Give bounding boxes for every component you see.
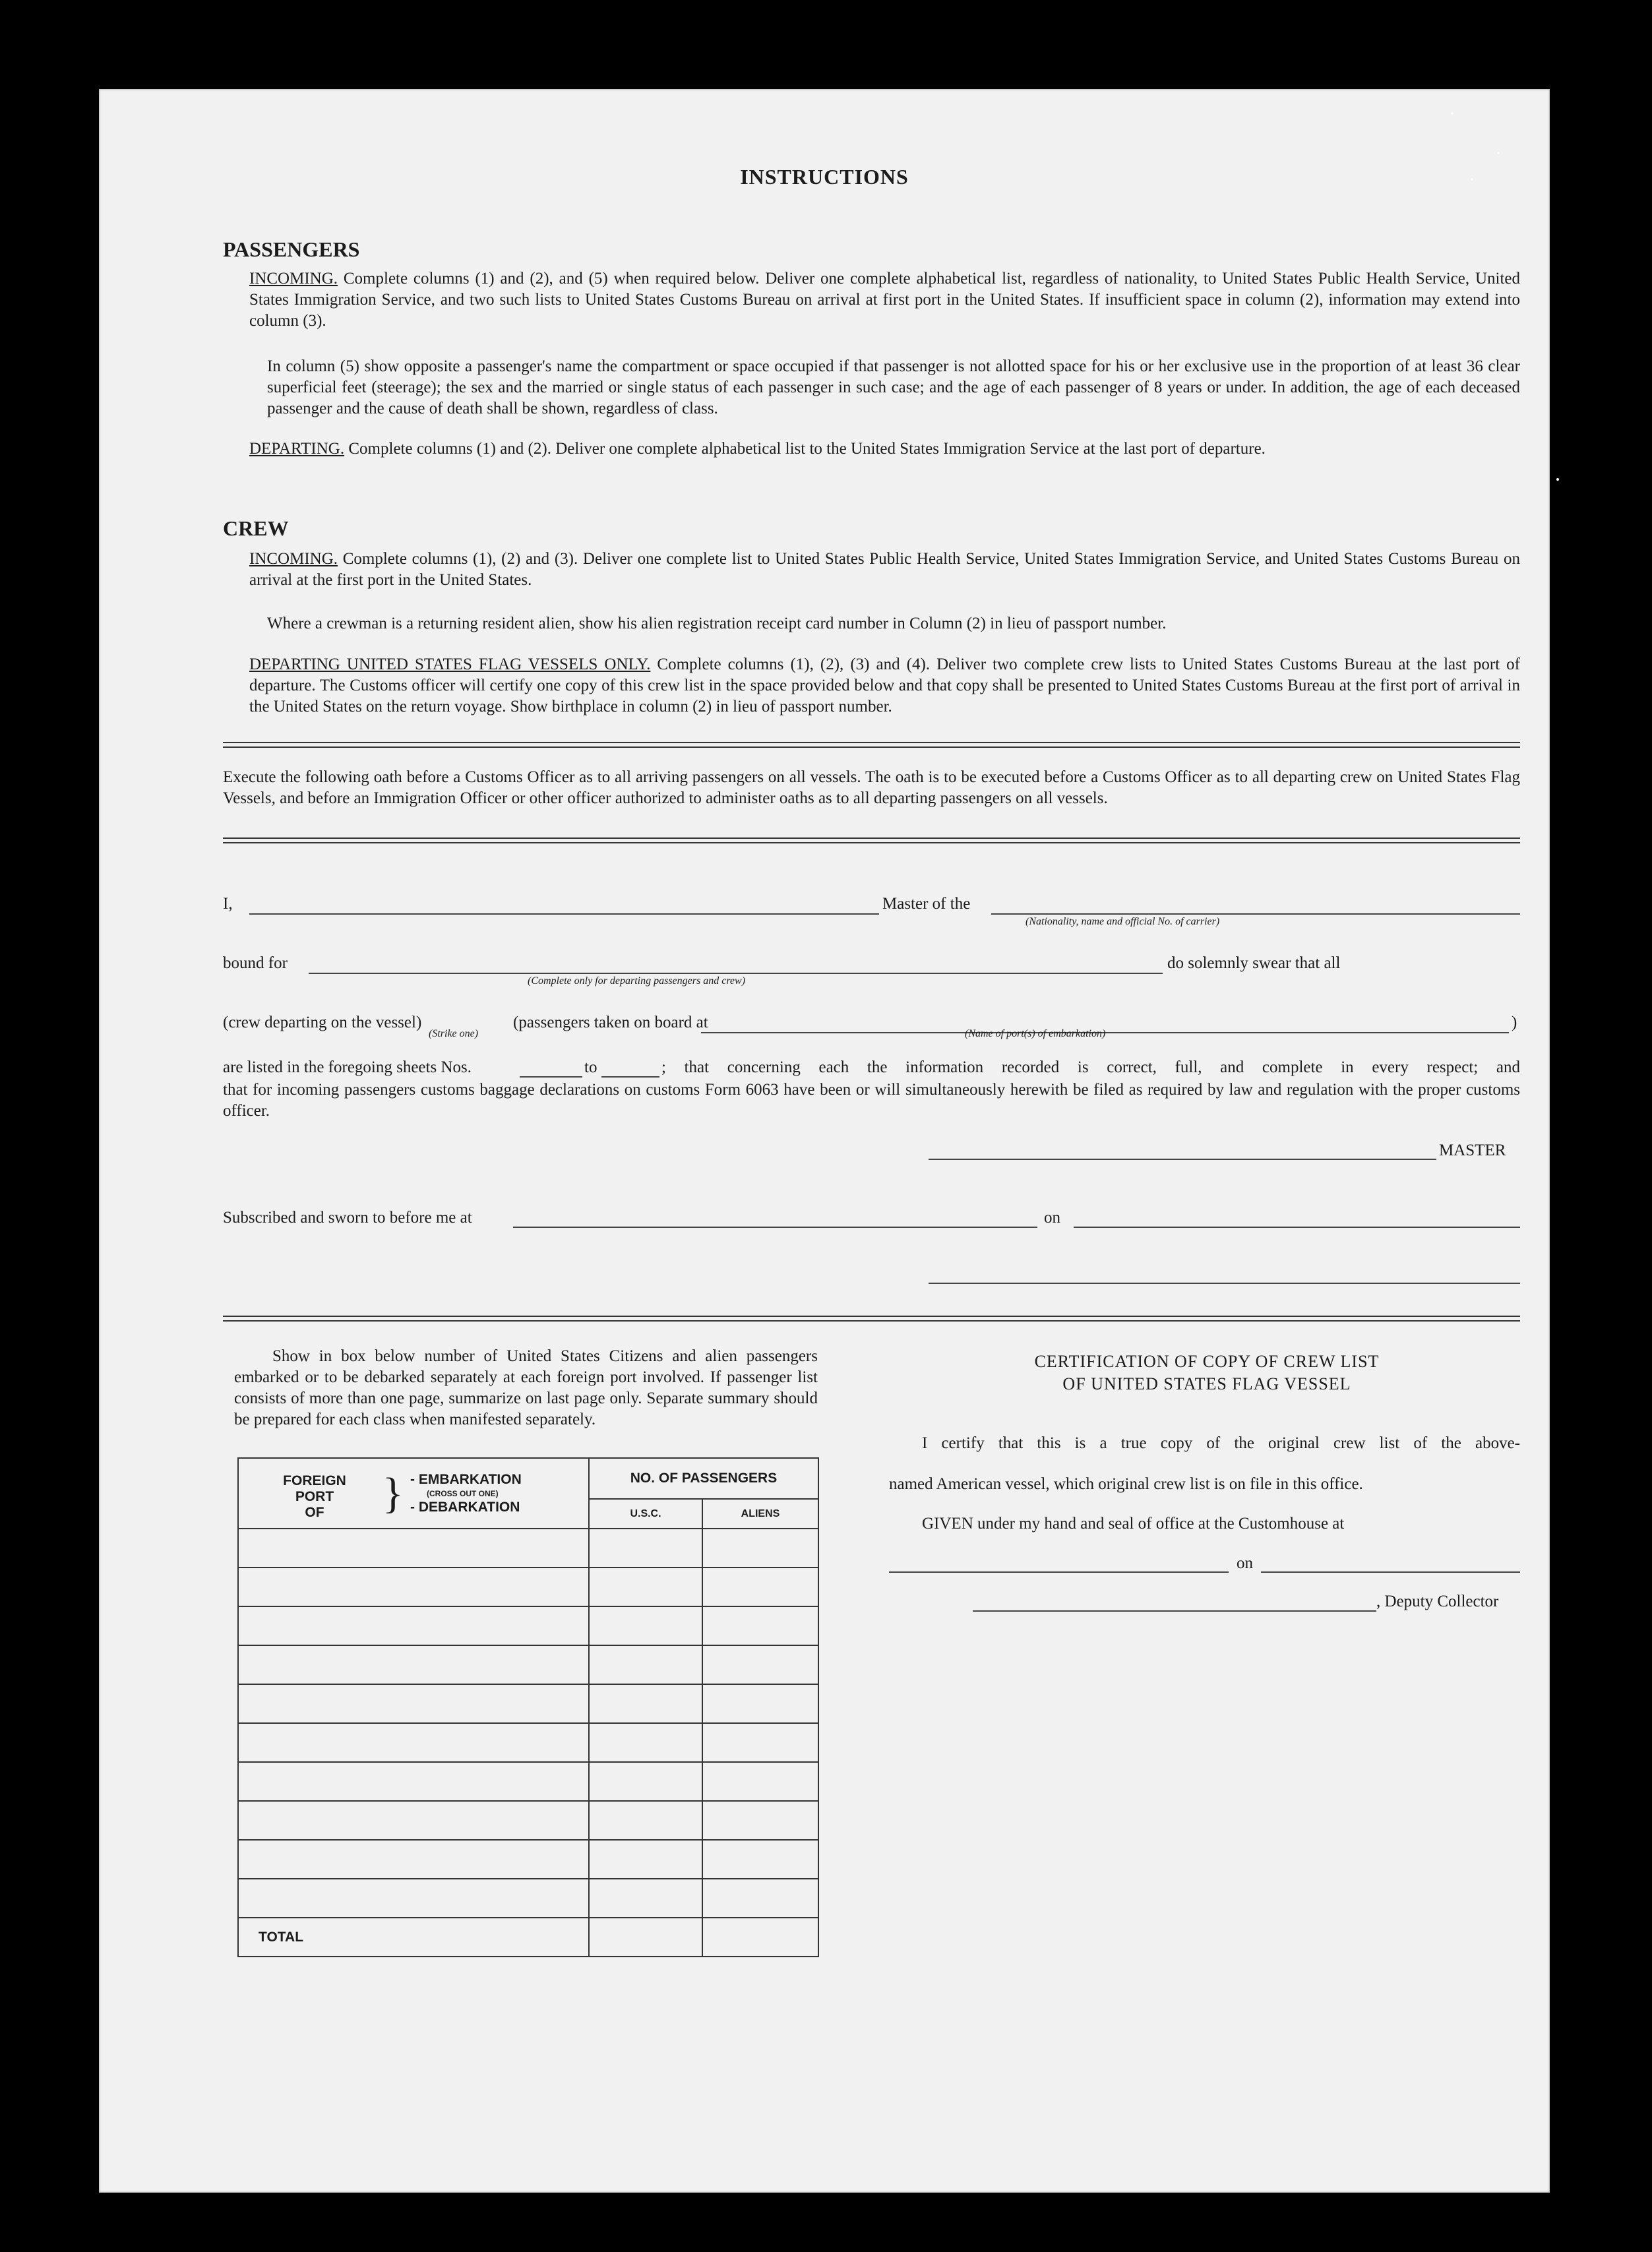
port-cell[interactable] [238, 1801, 589, 1840]
carrier-hint: (Nationality, name and official No. of carrier) [1025, 916, 1220, 927]
aliens-cell[interactable] [702, 1879, 818, 1918]
scan-speck [1497, 152, 1500, 154]
port-hint: (Name of port(s) of embarkation) [965, 1028, 1106, 1039]
deputy-collector-label: , Deputy Collector [1376, 1593, 1499, 1610]
certification-title-line2: OF UNITED STATES FLAG VESSEL [1062, 1374, 1351, 1393]
table-row [238, 1879, 818, 1918]
table-row [238, 1801, 818, 1840]
usc-cell[interactable] [589, 1567, 702, 1606]
oath-bound-for-label: bound for [223, 954, 288, 972]
embarkation-option[interactable]: - EMBARKATION [410, 1472, 522, 1487]
oath-intro: Execute the following oath before a Customs Officer as to all arriving passengers on all vessels. The oath is to be executed before a Customs Officer as to all departing crew on United States Flag Vessels, and before an Immigration Officer or other officer authorized to administer oaths as to all departing passengers on all vessels. [223, 768, 1520, 807]
oath-swear-label: do solemnly swear that all [1167, 954, 1341, 972]
passengers-column5-paragraph: In column (5) show opposite a passenger's name the compartment or space occupied if that passenger is not allotted space for his or her exclusive use in the proportion of at least 36 clear superficial feet (steerage); the sex and the married or single status of each passenger in such case; and the age of each passenger of 8 years or under. In addition, the age of each deceased passenger and the cause of death shall be shown, regardless of class. [267, 357, 1520, 417]
certification-title [890, 1351, 1523, 1395]
given-line: GIVEN under my hand and seal of office at the Customhouse at [922, 1515, 1345, 1533]
scan-speck [1471, 178, 1473, 181]
carrier-field[interactable] [991, 913, 1520, 915]
crew-heading: CREW [223, 516, 289, 540]
port-cell[interactable] [238, 1723, 589, 1762]
port-cell[interactable] [238, 1879, 589, 1918]
table-row [238, 1567, 818, 1606]
usc-cell[interactable] [589, 1879, 702, 1918]
table-row [238, 1840, 818, 1879]
sworn-on-label: on [1044, 1209, 1060, 1227]
bound-for-hint: (Complete only for departing passengers and crew) [528, 975, 746, 987]
listed-label-b: ; that concerning each the information recorded is correct, full, and complete in every respect; and [661, 1058, 1520, 1076]
aliens-header: ALIENS [702, 1499, 818, 1529]
passengers-heading: PASSENGERS [223, 237, 360, 261]
page-title: INSTRUCTIONS [740, 165, 909, 189]
usc-cell[interactable] [589, 1684, 702, 1723]
close-paren: ) [1512, 1014, 1517, 1031]
bound-for-field[interactable] [309, 973, 1163, 974]
brace-icon: } [382, 1469, 404, 1517]
sworn-place-field[interactable] [513, 1227, 1037, 1228]
foreign-label: FOREIGN [283, 1473, 346, 1488]
no-of-passengers-header: NO. OF PASSENGERS [589, 1458, 818, 1499]
aliens-cell[interactable] [702, 1762, 818, 1801]
listed-label-a: are listed in the foregoing sheets Nos. [223, 1058, 472, 1076]
master-label: MASTER [1439, 1141, 1506, 1159]
table-row [238, 1645, 818, 1684]
aliens-cell[interactable] [702, 1645, 818, 1684]
subscribed-label: Subscribed and sworn to before me at [223, 1209, 472, 1227]
port-cell[interactable] [238, 1529, 589, 1567]
crew-incoming-lead: INCOMING. [249, 550, 338, 568]
oath-i-label: I, [223, 895, 233, 913]
certification-date-field[interactable] [1261, 1571, 1520, 1573]
of-label: OF [305, 1505, 324, 1520]
cross-out-hint: (CROSS OUT ONE) [427, 1489, 499, 1498]
table-row [238, 1762, 818, 1801]
passengers-incoming-paragraph [249, 268, 1520, 332]
oath-master-of-label: Master of the [882, 895, 971, 913]
passengers-departing-lead: DEPARTING. [249, 440, 345, 458]
crew-departing-lead: DEPARTING UNITED STATES FLAG VESSELS ONLY. [249, 655, 651, 673]
listed-label-c: that for incoming passengers customs baggage declarations on customs Form 6063 have been or will simultaneously herewith be filed as required by law and regulation with the proper customs officer. [223, 1081, 1520, 1120]
port-cell[interactable] [238, 1684, 589, 1723]
scan-speck [1556, 478, 1559, 481]
passengers-departing-paragraph [249, 439, 1520, 460]
certify-line1: I certify that this is a true copy of the original crew list of the above- [922, 1434, 1520, 1452]
usc-cell[interactable] [589, 1529, 702, 1567]
usc-header: U.S.C. [589, 1499, 702, 1529]
crew-departing-text: Complete columns (1), (2), (3) and (4). Deliver two complete crew lists to United States Customs Bureau at the last port of departure. The Customs officer will certify one copy of this crew list in the space provided below and that copy shall be presented to United States Customs Bureau at the first port of arrival in the United States on the return voyage. Show birthplace in column (2) in lieu of passport number. [249, 655, 1520, 715]
debarkation-option[interactable]: - DEBARKATION [410, 1500, 520, 1515]
strike-one-hint: (Strike one) [429, 1028, 479, 1039]
aliens-cell[interactable] [702, 1567, 818, 1606]
form-page [99, 89, 1550, 2193]
usc-cell[interactable] [589, 1840, 702, 1879]
crew-departing-paragraph [249, 654, 1520, 717]
customhouse-place-field[interactable] [889, 1571, 1229, 1573]
passengers-taken-option[interactable]: (passengers taken on board at [513, 1014, 708, 1031]
port-cell[interactable] [238, 1762, 589, 1801]
crew-incoming-text: Complete columns (1), (2) and (3). Deliver one complete list to United States Public Health Service, United States Immigration Service, and United States Customs Bureau on arrival at the first port in the United States. [249, 550, 1520, 589]
master-signature-field[interactable] [929, 1159, 1436, 1160]
sworn-date-field[interactable] [1074, 1227, 1520, 1228]
port-cell[interactable] [238, 1645, 589, 1684]
usc-cell[interactable] [589, 1801, 702, 1840]
deputy-signature-field[interactable] [973, 1610, 1376, 1612]
foreign-port-header [238, 1458, 589, 1529]
aliens-cell[interactable] [702, 1801, 818, 1840]
listed-label-to: to [584, 1058, 597, 1076]
table-row [238, 1606, 818, 1645]
port-label: PORT [295, 1489, 334, 1504]
usc-cell[interactable] [589, 1606, 702, 1645]
divider-double [223, 837, 1520, 843]
sheet-from-field[interactable] [520, 1076, 582, 1078]
aliens-cell[interactable] [702, 1529, 818, 1567]
crew-alien-paragraph: Where a crewman is a returning resident alien, show his alien registration receipt card number in Column (2) in lieu of passport number. [267, 615, 1167, 632]
total-usc-cell[interactable] [589, 1918, 702, 1957]
port-cell[interactable] [238, 1840, 589, 1879]
aliens-cell[interactable] [702, 1684, 818, 1723]
certification-title-line1: CERTIFICATION OF COPY OF CREW LIST [1034, 1352, 1380, 1371]
certification-on-label: on [1237, 1554, 1253, 1572]
table-row [238, 1529, 818, 1567]
total-row [238, 1918, 818, 1957]
crew-departing-option[interactable]: (crew departing on the vessel) [223, 1014, 422, 1031]
passengers-incoming-lead: INCOMING. [249, 270, 338, 288]
table-row [238, 1723, 818, 1762]
usc-cell[interactable] [589, 1723, 702, 1762]
passenger-summary-table [237, 1457, 819, 1957]
scan-speck [1451, 112, 1453, 115]
total-label: TOTAL [238, 1918, 589, 1957]
port-cell[interactable] [238, 1567, 589, 1606]
sheet-to-field[interactable] [601, 1076, 659, 1078]
port-cell[interactable] [238, 1606, 589, 1645]
master-name-field[interactable] [249, 913, 879, 915]
passengers-departing-text: Complete columns (1) and (2). Deliver one complete alphabetical list to the United States Immigration Service at the last port of departure. [344, 440, 1266, 458]
divider-double [223, 1316, 1520, 1322]
table-row [238, 1684, 818, 1723]
aliens-cell[interactable] [702, 1723, 818, 1762]
summary-instructions: Show in box below number of United States Citizens and alien passengers embarked or to be debarked separately at each foreign port involved. If passenger list consists of more than one page, summarize on last page only. Separate summary should be prepared for each class when manifested separately. [234, 1347, 818, 1428]
aliens-cell[interactable] [702, 1606, 818, 1645]
crew-incoming-paragraph [249, 549, 1520, 591]
usc-cell[interactable] [589, 1762, 702, 1801]
aliens-cell[interactable] [702, 1840, 818, 1879]
usc-cell[interactable] [589, 1645, 702, 1684]
officer-signature-field[interactable] [929, 1283, 1520, 1284]
passengers-incoming-text: Complete columns (1) and (2), and (5) when required below. Deliver one complete alphabetical list, regardless of nationality, to United States Public Health Service, United States Immigration Service, and two such lists to United States Customs Bureau on arrival at first port in the United States. If insufficient space in column (2), information may extend into column (3). [249, 270, 1520, 330]
total-aliens-cell[interactable] [702, 1918, 818, 1957]
divider-double [223, 742, 1520, 748]
certify-line2: named American vessel, which original crew list is on file in this office. [889, 1475, 1363, 1493]
